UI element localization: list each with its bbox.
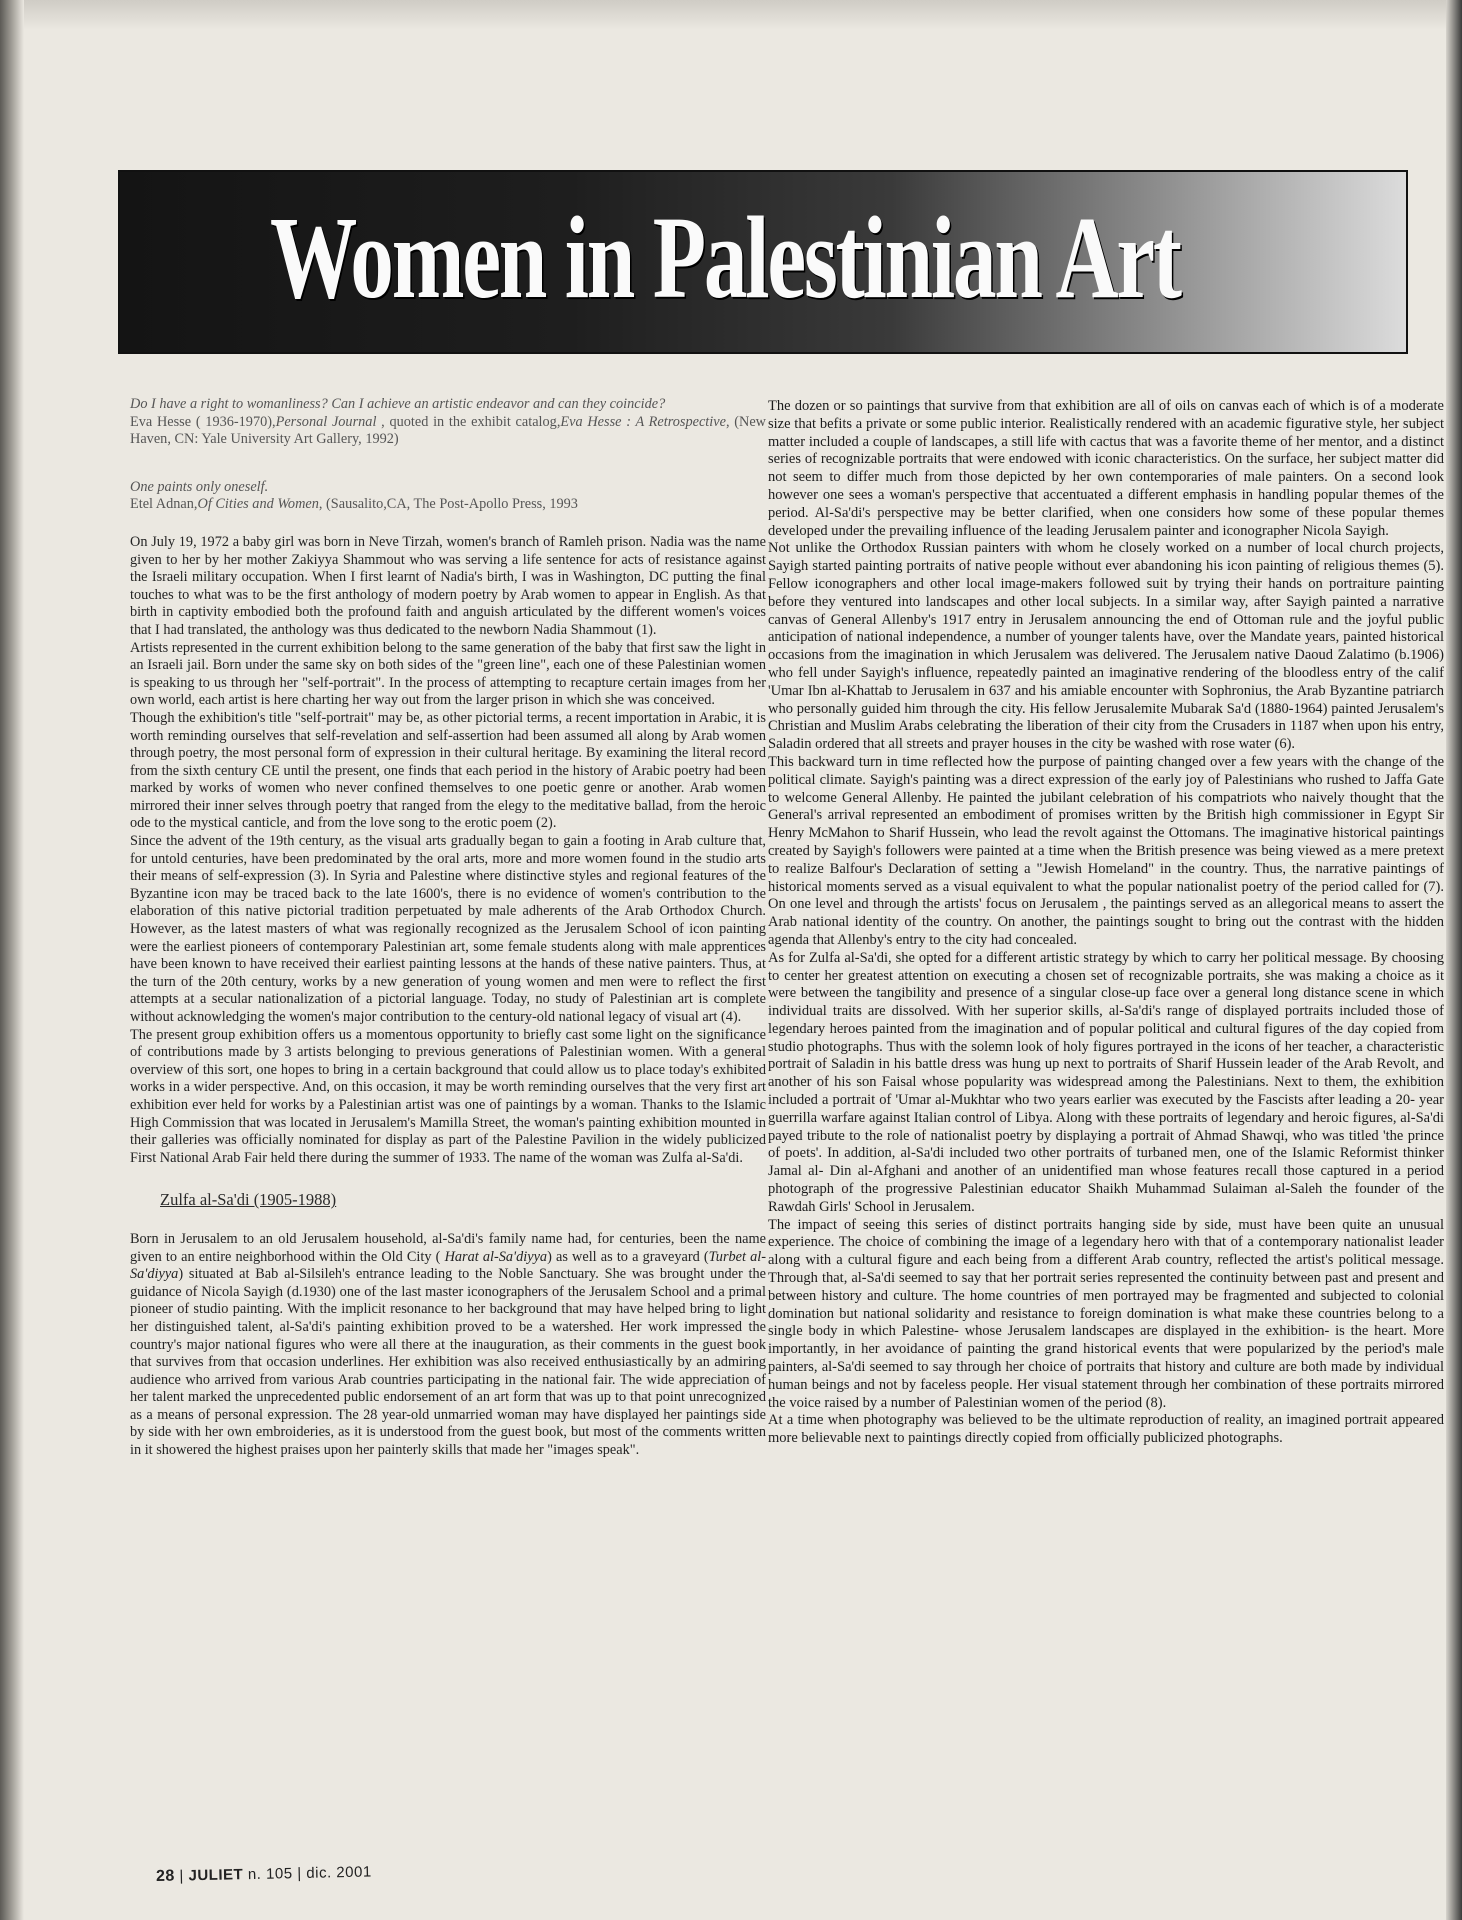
page-footer: [156, 1863, 372, 1886]
epigraph-1-source: Eva Hesse ( 1936-1970),: [130, 413, 276, 430]
page-number: 28: [155, 1867, 175, 1885]
epigraph-1: [130, 396, 766, 449]
magazine-name: JULIET: [188, 1866, 244, 1885]
epigraph-1-source-c: , (New Haven, CN: Yale University Art Gallery, 1992): [130, 413, 766, 448]
epigraph-2-work: Of Cities and Women: [197, 496, 319, 513]
page-fold: [24, 0, 1446, 30]
epigraph-2-quote: One paints only oneself.: [130, 478, 269, 495]
body-paragraph: On July 19, 1972 a baby girl was born in Neve Tirzah, women's branch of Ramleh prison. Nadia was the name given to her by her mother Zakiyya Shammout who was serving a life sentence for acts of resistance against the Israeli military occupation. When I first learnt of Nadia's birth, I was in Washington, DC putting the final touches to what was to be the first anthology of modern poetry by Arab women to appear in English. As that birth in captivity embodied both the profound faith and anguish articulated by the different women's voices that I had translated, the anthology was thus dedicated to the newborn Nadia Shammout (1).: [130, 533, 766, 638]
epigraph-2-source: Etel Adnan,: [130, 496, 198, 513]
section-heading: Zulfa al-Sa'di (1905-1988): [160, 1190, 337, 1210]
body-paragraph: Not unlike the Orthodox Russian painters with whom he closely worked on a number of local church projects, Sayigh started painting portraits of native people without ever abandoning his icon painting of religious themes (5). Fellow iconographers and other local image-makers followed suit by trying their hands on portraiture painting before they ventured into landscapes and other local subjects. In a similar way, after Sayigh painted a narrative canvas of General Allenby's 1917 entry in Jerusalem announcing the end of Ottoman rule and the joyful public anticipation of national independence, a number of younger talents have, over the Mandate years, painted historical occasions from the imagination in which Jerusalem was delivered. The Jerusalem native Daoud Zalatimo (b.1906) who fell under Sayigh's influence, repeatedly painted an imaginative rendering of the bloodless entry of the calif 'Umar Ibn al-Khattab to Jerusalem in 637 and his amiable encounter with Sophronius, the Arab Byzantine patriarch who personally guided him through the city. His fellow Jerusalemite Mubarak Sa'd (1880-1964) painted Jerusalem's Christian and Muslim Arabs celebrating the liberation of their city from the Crusaders in 1187 when upon his entry, Saladin ordered that all streets and prayer houses in the city be washed with rose water (6).: [768, 540, 1444, 753]
article-title: Women in Palestinian Art: [270, 192, 1180, 323]
zulfa-text-a: Born in Jerusalem to an old Jerusalem household, al-Sa'di's family name had, for centuries, been the name given to an entire neighborhood within the Old City (: [130, 1230, 766, 1265]
page-edge: [1446, 0, 1462, 1920]
binding-shadow: [0, 0, 24, 1920]
zulfa-paragraph: [130, 1231, 766, 1460]
body-paragraph: This backward turn in time reflected how the purpose of painting changed over a few years with the change of the political climate. Sayigh's painting was a direct expression of the early joy of Palestinians who rushed to Jaffa Gate to welcome General Allenby. He painted the jubilant celebration of his compatriots who naively thought that the General's arrival represented an embodiment of promises written by the British high commissioner in Egypt Sir Henry McMahon to Sharif Hussein, who lead the revolt against the Ottomans. The imaginative historical paintings created by Sayigh's followers were painted at a time when the British presence was being viewed as a mere pretext to realize Balfour's Declaration of setting a "Jewish Homeland" in the country. Thus, the narrative paintings of historical moments served as a visual equivalent to what the popular nationalist poetry of the period called for (7). On one level and through the artists' focus on Jerusalem , the paintings served as an allegorical means to assert the Arab national identity of the country. On another, the paintings sought to bring out the contrast with the hidden agenda that Allenby's entry to the city had concealed.: [768, 753, 1444, 948]
body-paragraph: Artists represented in the current exhibition belong to the same generation of the baby that first saw the light in an Israeli jail. Born under the same sky on both sides of the "green line", each one of these Palestinian women is speaking to us through her "self-portrait". In the process of attempting to recapture certain images from her own world, each artist is here charting her way out from the larger prison in which she was conceived.: [130, 639, 766, 709]
body-paragraph: Since the advent of the 19th century, as the visual arts gradually began to gain a footing in Arab culture that, for untold centuries, have been predominated by the oral arts, more and more women found in the studio arts their means of self-expression (3). In Syria and Palestine where distinctive styles and regional features of the Byzantine icon may be traced back to the late 1600's, there is no evidence of women's contribution to the elaboration of this native pictorial tradition perpetuated by male adherents of the Arab Orthodox Church. However, as the latest masters of what was regionally recognized as the Jerusalem School of icon painting were the earliest pioneers of contemporary Palestinian art, some female students along with male apprentices have been known to have received their earliest painting lessons at the hands of these native painters. Thus, at the turn of the 20th century, works by a new generation of young women and men were to reflect the first attempts at a secular nationalization of a pictorial language. Today, no study of Palestinian art is complete without acknowledging the women's major contribution to the century-old national legacy of visual art (4).: [130, 833, 766, 1025]
body-paragraph: At a time when photography was believed to be the ultimate reproduction of reality, an imagined portrait appeared more believable next to paintings directly copied from officially publicized photographs.: [768, 1412, 1444, 1447]
epigraph-2-source-b: , (Sausalito,CA, The Post-Apollo Press, 1993: [318, 496, 578, 513]
epigraph-1-quote: Do I have a right to womanliness? Can I achieve an artistic endeavor and can they coincide?: [130, 396, 666, 412]
body-paragraph: As for Zulfa al-Sa'di, she opted for a different artistic strategy by which to carry her political message. By choosing to center her greatest attention on executing a chosen set of recognizable portraits, she was making a choice as it were between the tangibility and presence of a singular close-up face over a general long distance scene in which individual traits are dissolved. With her superior skills, al-Sa'di's range of displayed portraits included those of legendary heroes painted from the imagination and of popular political and cultural figures of the day copied from studio photographs. Thus with the solemn look of holy figures portrayed in the icons of her teacher, a characteristic portrait of Saladin in his battle dress was hung up next to portraits of Sharif Hussein leader of the Arab Revolt, and another of his son Faisal whose popularity was widespread among the Palestinians. Next to them, the exhibition included a portrait of 'Umar al-Mukhtar who two years earlier was executed by the Fascists after leading a 20- year guerrilla warfare against Italian control of Libya. Along with these portraits of legendary and heroic figures, al-Sa'di payed tribute to the role of nationalist poetry by displaying a portrait of Ahmad Shawqi, who was titled 'the prince of poets'. In addition, al-Sa'di included two other portraits of turbaned men, one of the Islamic Reformist thinker Jamal al- Din al-Afghani and another of an unidentified man whose features recall those captured in a period photograph of the progressive Palestinian educator Shaikh Muhammad Sulaiman al-Saleh the founder of the Rawdah Girls' School in Jerusalem.: [768, 949, 1444, 1215]
body-paragraph: The impact of seeing this series of distinct portraits hanging side by side, must have been quite an unusual experience. The choice of combining the image of a legendary hero with that of a contemporary nationalist leader along with a cultural figure and each being from a different Arab country, reflected the artist's political message. Through that, al-Sa'di seemed to say that her portrait series represented the continuity between past and present and between history and culture. The home countries of men portrayed may be fragmented and subjected to colonial domination but national solidarity and resistance to foreign domination is what make these countries belong to a single body in which Palestine- whose Jerusalem landscapes are displayed in the exhibition- is the heart. More importantly, in her avoidance of painting the grand historical events that were popularized by the period's male painters, al-Sa'di seemed to say through her choice of portraits that history and culture are both made by individual human beings and not by faceless people. Her visual statement through her combination of these portraits mirrored the voice raised by a number of Palestinian women of the period (8).: [768, 1216, 1444, 1411]
zulfa-text-b: ) as well as to a graveyard (: [547, 1248, 709, 1265]
issue-number: n. 105: [247, 1865, 293, 1884]
body-paragraph: Though the exhibition's title "self-portrait" may be, as other pictorial terms, a recent importation in Arabic, it is worth reminding ourselves that self-revelation and self-assertion had been assumed all along by Arab women through poetry, the most personal form of expression in their cultural heritage. By examining the literal record from the sixth century CE until the present, one finds that each period in the history of Arabic poetry had been marked by works of women who never confined themselves to one poetic genre or another. Arab women mirrored their inner selves through poetry that ranged from the elegy to the meditative ballad, from the heroic ode to the mystical canticle, and from the love song to the erotic poem (2).: [130, 709, 766, 832]
right-column: [768, 398, 1444, 1448]
zulfa-text-turbet: Turbet al-Sa'diyya: [130, 1248, 767, 1283]
issue-date: dic. 2001: [306, 1863, 372, 1882]
footer-separator: |: [179, 1867, 185, 1885]
left-column: [130, 396, 766, 1460]
footer-separator: |: [297, 1864, 302, 1883]
body-paragraph: The dozen or so paintings that survive from that exhibition are all of oils on canvas each of which is of a moderate size that befits a private or some public interior. Realistically rendered with an academic figurative style, her subject matter included a couple of landscapes, a still life with cactus that was a favorite theme of her mentor, and a distinct series of recognizable portraits that were endowed with iconic characteristics. On the surface, her subject matter did not seem to differ much from those depicted by her own contemporaries of male painters. On a second look however one sees a woman's perspective that accentuated a different emphasis in handling popular themes of the period. Al-Sa'di's perspective may be better clarified, when one considers how some of these popular themes developed under the prevailing influence of the leading Jerusalem painter and iconographer Nicola Sayigh.: [768, 398, 1444, 539]
epigraph-1-work2: Eva Hesse : A Retrospective: [560, 413, 726, 430]
epigraph-2: [130, 479, 766, 514]
zulfa-text-c: ) situated at Bab al-Silsileh's entrance leading to the Noble Sanctuary. She was brought under the guidance of Nicola Sayigh (d.1930) one of the last master iconographers of the Jerusalem School and a primal pioneer of studio painting. With the implicit resonance to her background that may have helped bring to light her distinguished talent, al-Sa'di's painting exhibition proved to be a watershed. Her work impressed the country's major national figures who were all there at the inauguration, as their comments in the guest book that survives from that occasion underlines. Her exhibition was also received enthusiastically by an admiring audience who arrived from various Arab countries participating in the national fair. The wide appreciation of her talent marked the unprecedented public endorsement of an art form that was up to that point unrecognized as a means of personal expression. The 28 year-old unmarried woman may have displayed her paintings side by side with her own embroideries, as it is understood from the guest book, but most of the comments written in it showered the highest praises upon her painterly skills that made her "images speak".: [130, 1266, 766, 1459]
epigraph-1-source-b: , quoted in the exhibit catalog,: [376, 413, 561, 430]
epigraph-1-work: Personal Journal: [275, 413, 377, 430]
zulfa-text-harat: Harat al-Sa'diyya: [444, 1248, 548, 1265]
body-paragraph: The present group exhibition offers us a momentous opportunity to briefly cast some light on the significance of contributions made by 3 artists belonging to previous generations of Palestinian women. With a general overview of this sort, one hopes to bring in a certain background that could allow us to place today's exhibited works in a wider perspective. And, on this occasion, it may be worth reminding ourselves that the very first art exhibition ever held for works by a Palestinian artist was one of paintings by a woman. Thanks to the Islamic High Commission that was located in Jerusalem's Mamilla Street, the woman's painting exhibition mounted in their galleries was officially nominated for display as part of the Palestine Pavilion in the widely publicized First National Arab Fair held there during the summer of 1933. The name of the woman was Zulfa al-Sa'di.: [130, 1026, 766, 1166]
title-banner: [118, 170, 1408, 354]
